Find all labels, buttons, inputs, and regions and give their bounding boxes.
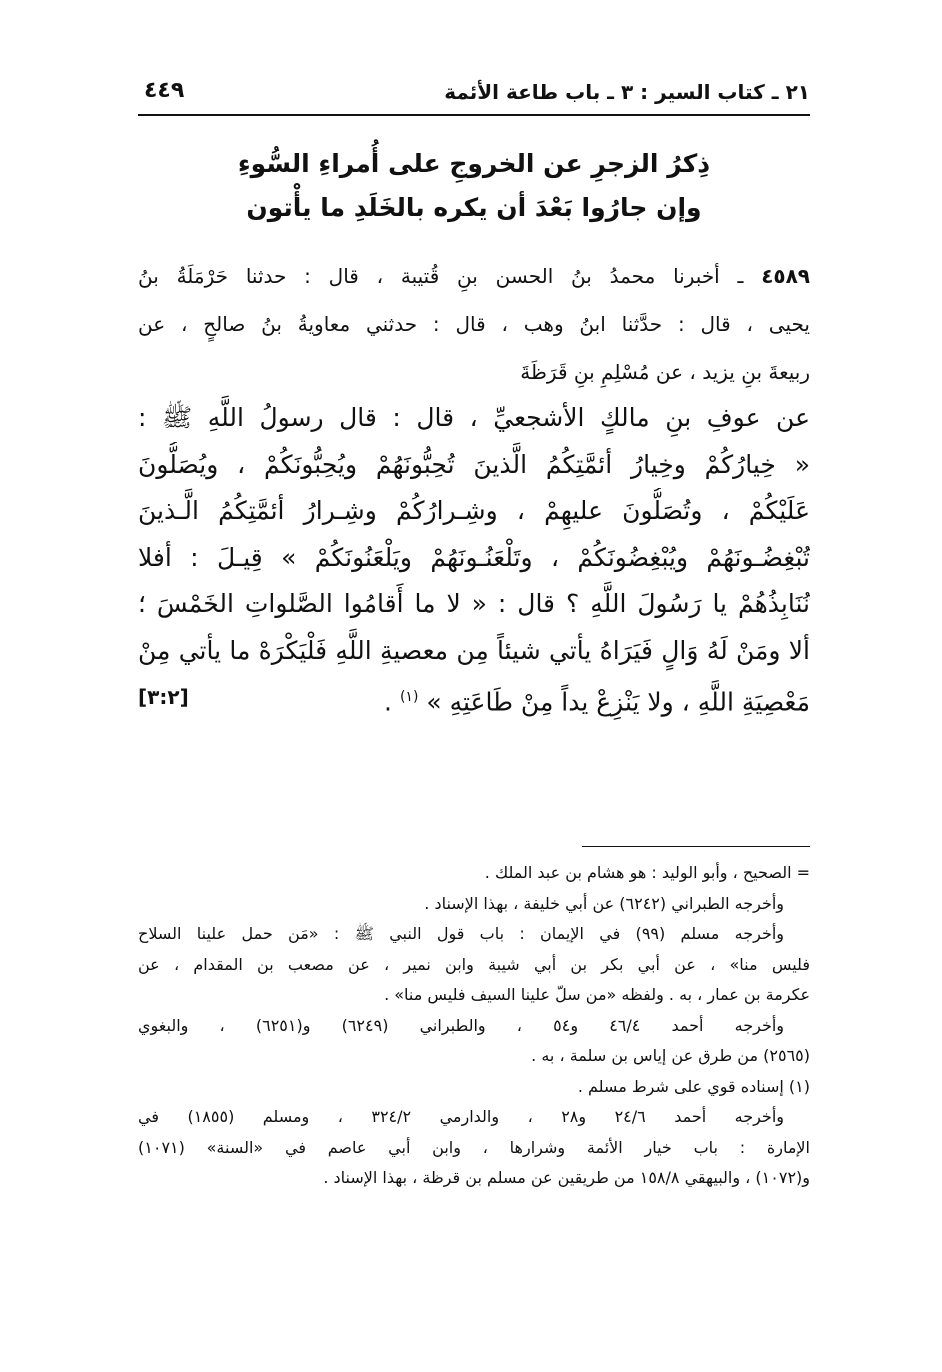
matn-line: عَلَيْكُمْ ، وتُصَلُّونَ عليهِمْ ، وشِـرارُكُمْ وشِـرارُ أئمَّتِكُمُ الَّـذينَ <box>138 496 810 525</box>
section-heading-line-1: ذِكرُ الزجرِ عن الخروجِ على أُمراءِ السُّوءِ <box>237 149 711 178</box>
section-heading-line-2: وإن جارُوا بَعْدَ أن يكره بالخَلَدِ ما يأْتون <box>246 193 702 222</box>
isnad-line: يحيى ، قال : حدَّثنا ابنُ وهب ، قال : حدثني معاويةُ بنُ صالحٍ ، عن <box>138 312 810 336</box>
footnote-line: وأخرجه مسلم (٩٩) في الإيمان : باب قول النبي ﷺ : «مَن حمل علينا السلاح <box>138 924 785 943</box>
isnad-line-text: ـ أخبرنا محمدُ بنُ الحسن بنِ قُتيبة ، قال : حدثنا حَرْمَلَةُ بنُ <box>138 264 744 288</box>
footnote-line: فليس منا» ، عن أبي بكر بن أبي شيبة وابن نمير ، عن مصعب بن المقدام ، عن <box>138 954 810 974</box>
footnote-line: وأخرجه أحمد ٢٤/٦ و٢٨ ، والدارمي ٣٢٤/٢ ، ومسلم (١٨٥٥) في <box>138 1107 784 1126</box>
footnote-separator <box>582 846 810 847</box>
hadith-matn <box>138 395 810 726</box>
matn-line: « خِيارُكُمْ وخِيارُ أئمَّتِكُمُ الَّذينَ تُحِبُّونَهُمْ ويُحِبُّونَكُمْ ، ويُصَلُّونَ <box>138 449 810 479</box>
matn-line: عن عوفِ بنِ مالكٍ الأشجعيِّ ، قال : قال رسولُ اللَّهِ ﷺ : <box>138 403 810 432</box>
matn-line: نُنَابِذُهُمْ يا رَسُولَ اللَّهِ ؟ قال : « لا ما أَقامُوا الصَّلواتِ الخَمْسَ ؛ <box>138 589 810 618</box>
matn-line: تُبْغِضُـونَهُمْ ويُبْغِضُونَكُمْ ، وتَلْعَنُـونَهُمْ ويَلْعَنُونَكُمْ » قِيـلَ : أفلا <box>138 542 810 572</box>
matn-line-text: مَعْصِيَةِ اللَّهِ ، ولا يَنْزِعْ يداً مِنْ طَاعَتِهِ » <box>426 687 810 717</box>
matn-line: مَعْصِيَةِ اللَّهِ ، ولا يَنْزِعْ يداً مِنْ طَاعَتِهِ » $^{(١)}$ . [٣:٢] <box>138 674 810 726</box>
footnote-line: وأخرجه أحمد ٤٦/٤ و٥٤ ، والطبراني (٦٢٤٩) و(٦٢٥١) ، والبغوي <box>138 1015 784 1035</box>
hadith-number: ٤٥٨٩ <box>761 264 810 288</box>
page-number: ٤٤٩ <box>144 78 185 103</box>
chapter-title: ٢١ ـ كتاب السير : ٣ ـ باب طاعة الأئمة <box>444 80 810 104</box>
section-heading <box>138 142 810 230</box>
footnote-line: = الصحيح ، وأبو الوليد : هو هشام بن عبد الملك . <box>484 863 810 882</box>
footnotes <box>138 858 810 1194</box>
isnad-line: ربيعةَ بنِ يزيد ، عن مُسْلِمِ بنِ قَرَظَةَ <box>520 360 810 384</box>
matn-line: ألا ومَنْ لَهُ وَالٍ فَيَرَاهُ يأتي شيئاً مِن معصيةِ اللَّهِ فَلْيَكْرَهْ ما يأتي مِنْ <box>138 635 810 665</box>
footnote-line: و(١٠٧٢) ، والبيهقي ١٥٨/٨ من طريقين عن مسلم بن قرظة ، بهذا الإسناد . <box>323 1168 810 1187</box>
footnote-line: وأخرجه الطبراني (٦٢٤٢) عن أبي خليفة ، بهذا الإسناد . <box>424 893 784 913</box>
footnote-line: عكرمة بن عمار ، به . ولفظه «من سلّ علينا السيف فليس منا» . <box>384 985 810 1004</box>
hadith-isnad <box>138 252 810 396</box>
footnote-marker: (١) <box>399 689 419 705</box>
footnote-line: الإمارة : باب خيار الأئمة وشرارها ، وابن أبي عاصم في «السنة» (١٠٧١) <box>138 1137 810 1157</box>
isnad-line <box>138 252 810 300</box>
footnote-line: (٢٥٦٥) من طرق عن إياس بن سلمة ، به . <box>531 1046 810 1065</box>
running-header <box>138 74 810 116</box>
reference-code: [٣:٢] <box>138 685 189 709</box>
footnote-line: (١) إسناده قوي على شرط مسلم . <box>577 1076 810 1096</box>
